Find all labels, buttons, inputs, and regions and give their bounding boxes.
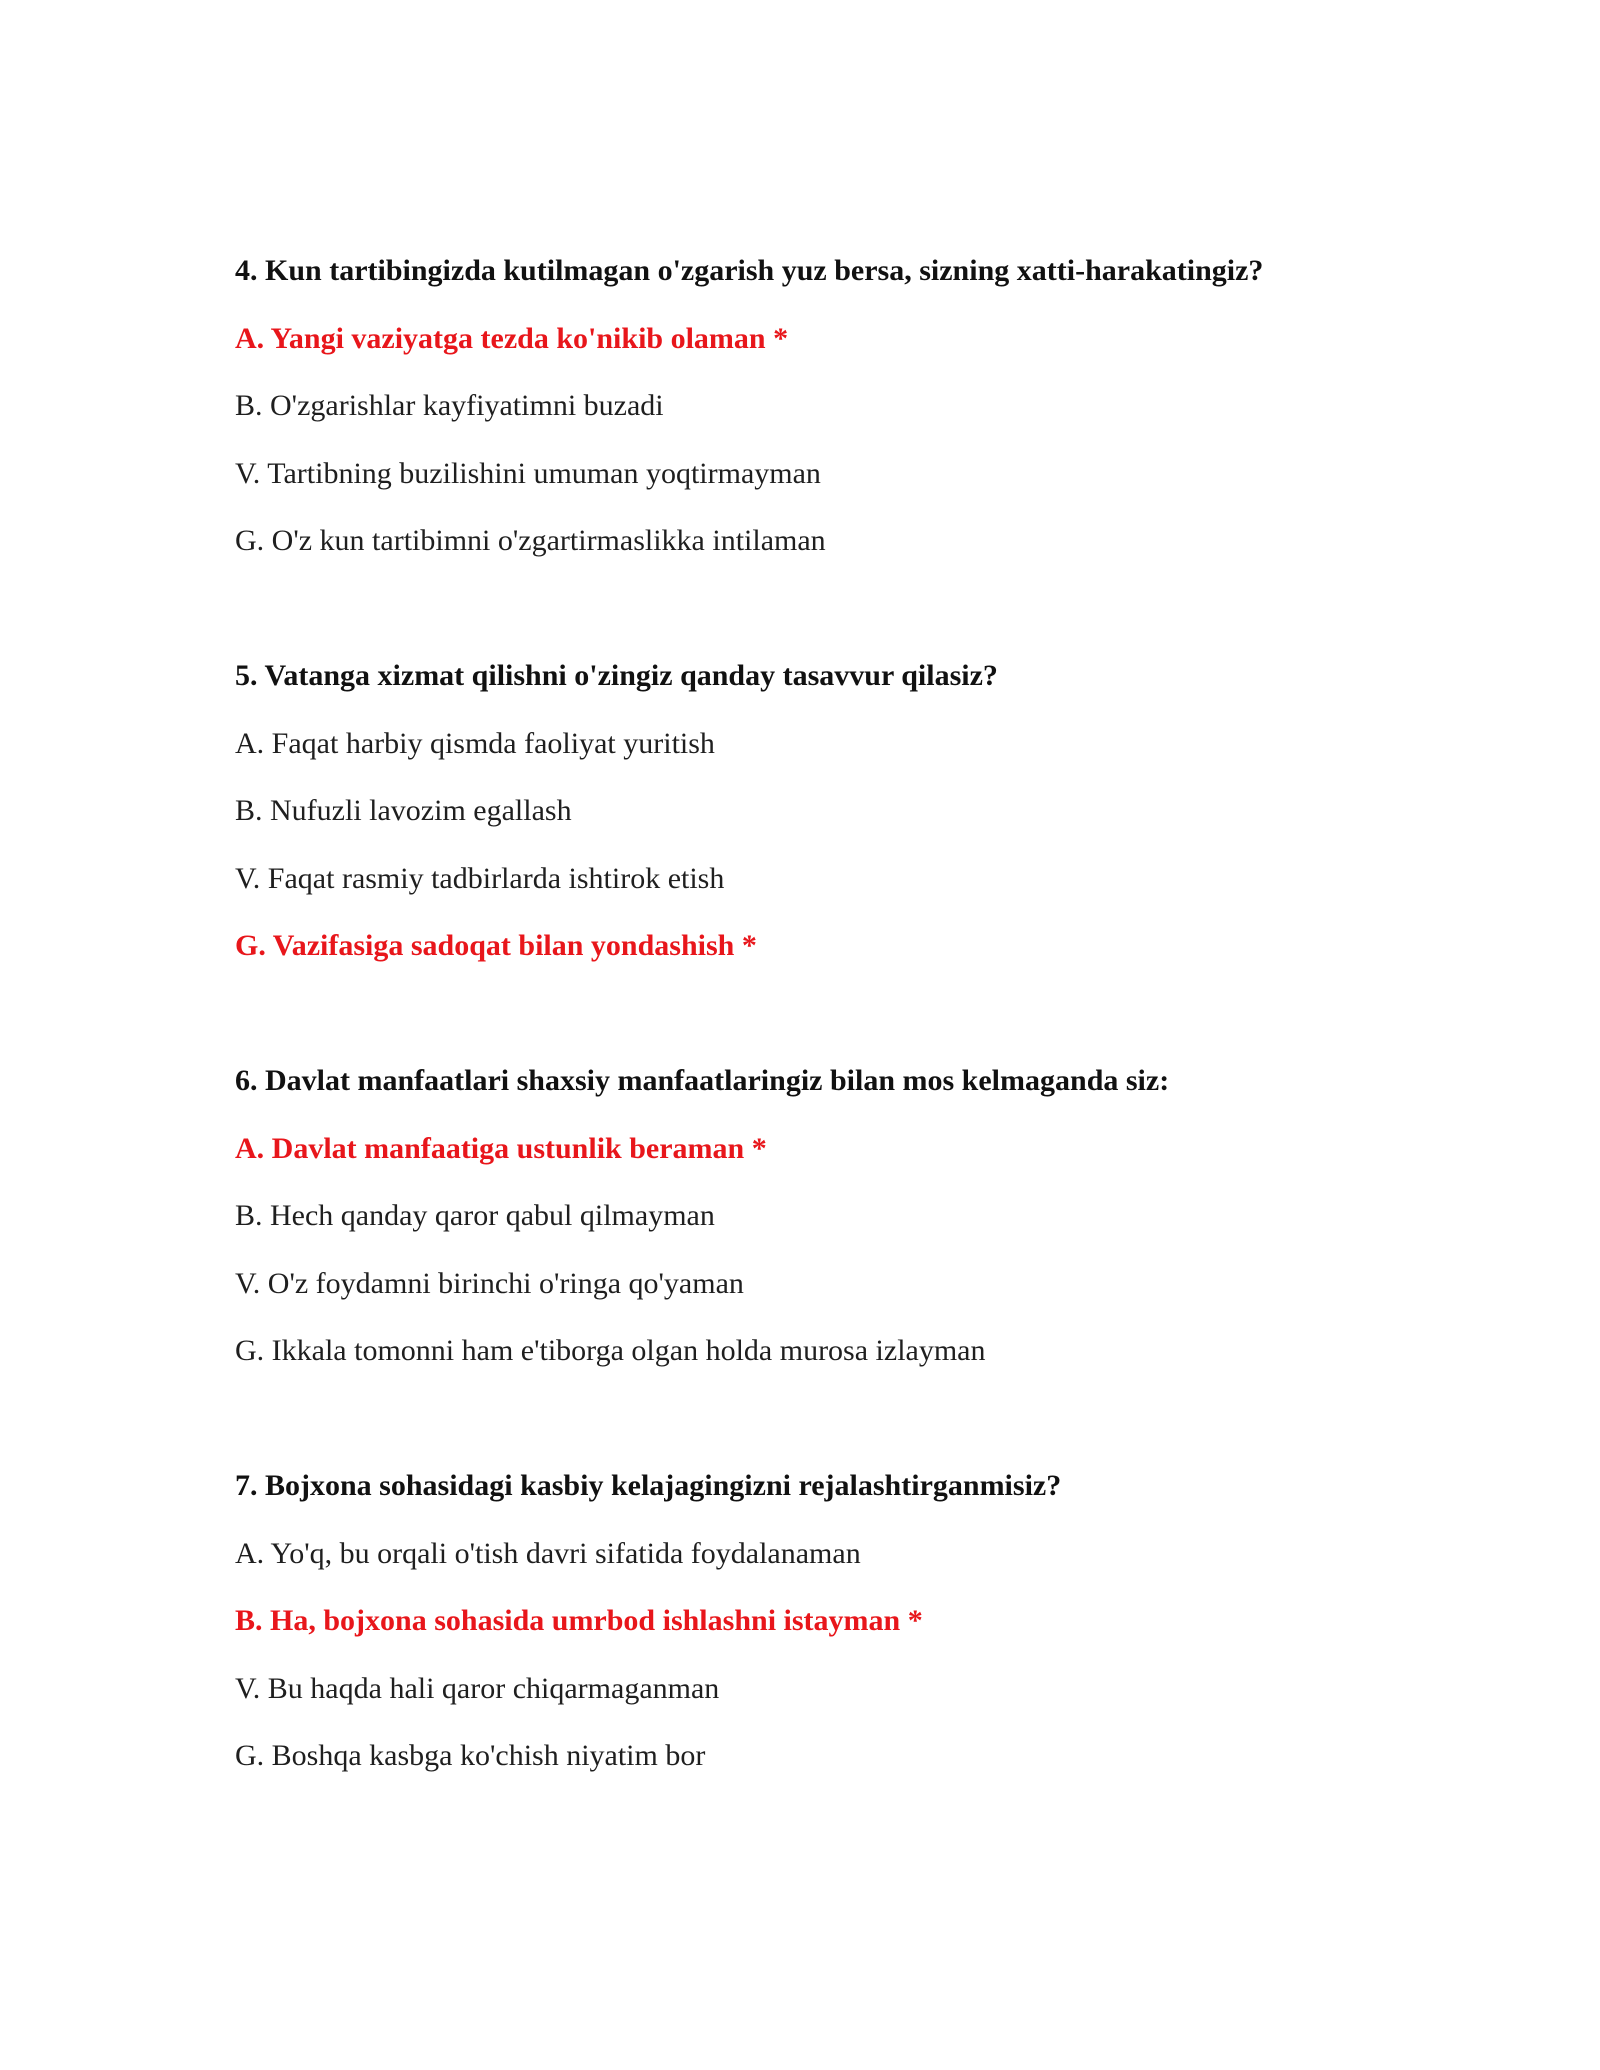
question-title: 4. Kun tartibingizda kutilmagan o'zgarish yuz bersa, sizning xatti-harakatingiz?	[235, 254, 1264, 287]
answer-option-v: V. O'z foydamni birinchi o'ringa qo'yaman	[235, 1266, 744, 1300]
question-title: 5. Vatanga xizmat qilishni o'zingiz qanday tasavvur qilasiz?	[235, 659, 998, 692]
answer-option-g: G. Boshqa kasbga ko'chish niyatim bor	[235, 1739, 706, 1772]
answer-option-a: A. Yo'q, bu orqali o'tish davri sifatida foydalanaman	[235, 1536, 861, 1570]
answer-option-b-correct: B. Ha, bojxona sohasida umrbod ishlashni istayman *	[235, 1604, 923, 1637]
answer-option-g-correct: G. Vazifasiga sadoqat bilan yondashish *	[235, 929, 757, 962]
answer-option-v: V. Tartibning buzilishini umuman yoqtirmayman	[235, 456, 821, 490]
answer-option-a-correct: A. Yangi vaziyatga tezda ko'nikib olaman *	[235, 321, 789, 355]
question-title: 7. Bojxona sohasidagi kasbiy kelajagingizni rejalashtirganmisiz?	[235, 1469, 1062, 1502]
question-7	[235, 1468, 1415, 1774]
answer-option-b: B. O'zgarishlar kayfiyatimni buzadi	[235, 389, 664, 422]
answer-option-a: A. Faqat harbiy qismda faoliyat yuritish	[235, 726, 715, 760]
answer-option-g: G. Ikkala tomonni ham e'tiborga olgan holda murosa izlayman	[235, 1334, 986, 1367]
answer-option-g: G. O'z kun tartibimni o'zgartirmaslikka intilaman	[235, 524, 826, 557]
answer-option-a-correct: A. Davlat manfaatiga ustunlik beraman *	[235, 1131, 767, 1165]
answer-option-v: V. Bu haqda hali qaror chiqarmaganman	[235, 1671, 720, 1705]
answer-option-b: B. Hech qanday qaror qabul qilmayman	[235, 1199, 715, 1232]
question-title: 6. Davlat manfaatlari shaxsiy manfaatlaringiz bilan mos kelmaganda siz:	[235, 1064, 1170, 1097]
answer-option-v: V. Faqat rasmiy tadbirlarda ishtirok etish	[235, 861, 725, 895]
answer-option-b: B. Nufuzli lavozim egallash	[235, 794, 572, 827]
question-4	[235, 253, 1415, 559]
question-5	[235, 658, 1415, 964]
question-6	[235, 1063, 1415, 1369]
